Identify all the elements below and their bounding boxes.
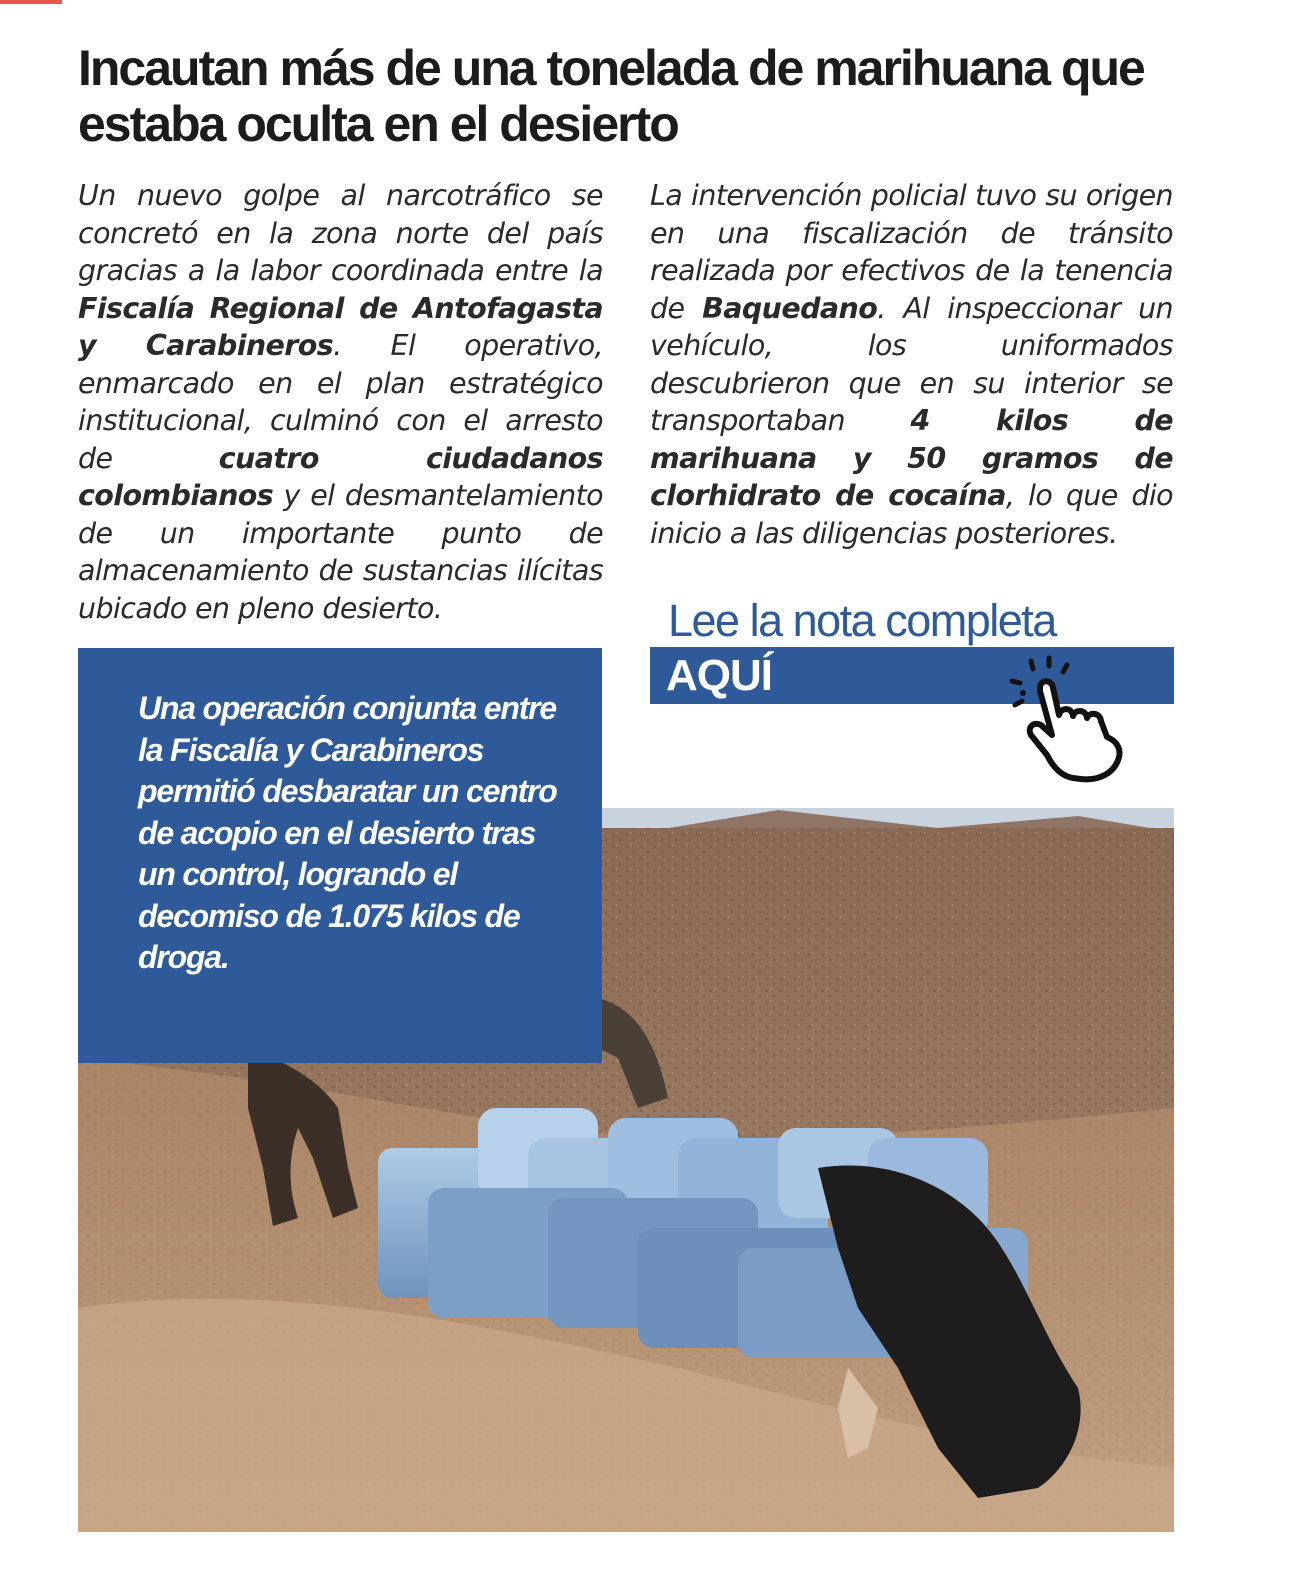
- right-text-1: La intervención policial tuvo su origen en una fiscalización de tránsito realizada por efectivos de la tenencia de: [650, 179, 1173, 325]
- left-bold-1: Fiscalía Regional de Antofagasta y Carabineros: [78, 291, 603, 362]
- callout-box: [78, 648, 602, 1063]
- right-text-2: . Al inspeccionar un vehículo, los uniformados descubrieron que en su interior se transportaban: [650, 291, 1174, 437]
- right-bold-2: 4 kilos de marihuana y 50 gramos de clorhidrato de cocaína: [650, 404, 1173, 512]
- body-column-right: [650, 177, 1173, 552]
- headline: Incautan más de una tonelada de marihuana que estaba oculta en el desierto: [78, 40, 1144, 152]
- left-text-1: Un nuevo golpe al narcotráfico se concretó en la zona norte del país gracias a la labor coordinada entre la: [78, 179, 603, 287]
- left-bold-2: cuatro ciudadanos colombianos: [78, 441, 603, 512]
- right-bold-1: Baquedano: [702, 291, 878, 325]
- body-column-left: [78, 177, 603, 627]
- cta-label: AQUÍ: [666, 651, 772, 700]
- callout-text: Una operación conjunta entre la Fiscalía y Carabineros permitió desbaratar un centro de acopio en el desierto tras un control, logrando el decomiso de 1.075 kilos de droga.: [138, 690, 557, 975]
- top-accent-bar: [0, 0, 62, 4]
- pointing-hand-click-icon[interactable]: [995, 655, 1165, 785]
- left-text-2: . El operativo, enmarcado en el plan estratégico institucional, culminó con el arresto de: [78, 329, 603, 475]
- right-text-3: , lo que dio inicio a las diligencias posteriores.: [650, 479, 1174, 550]
- left-text-3: y el desmantelamiento de un importante punto de almacenamiento de sustancias ilícitas ubicado en pleno desierto.: [78, 479, 603, 625]
- cta-title: Lee la nota completa: [668, 595, 1056, 646]
